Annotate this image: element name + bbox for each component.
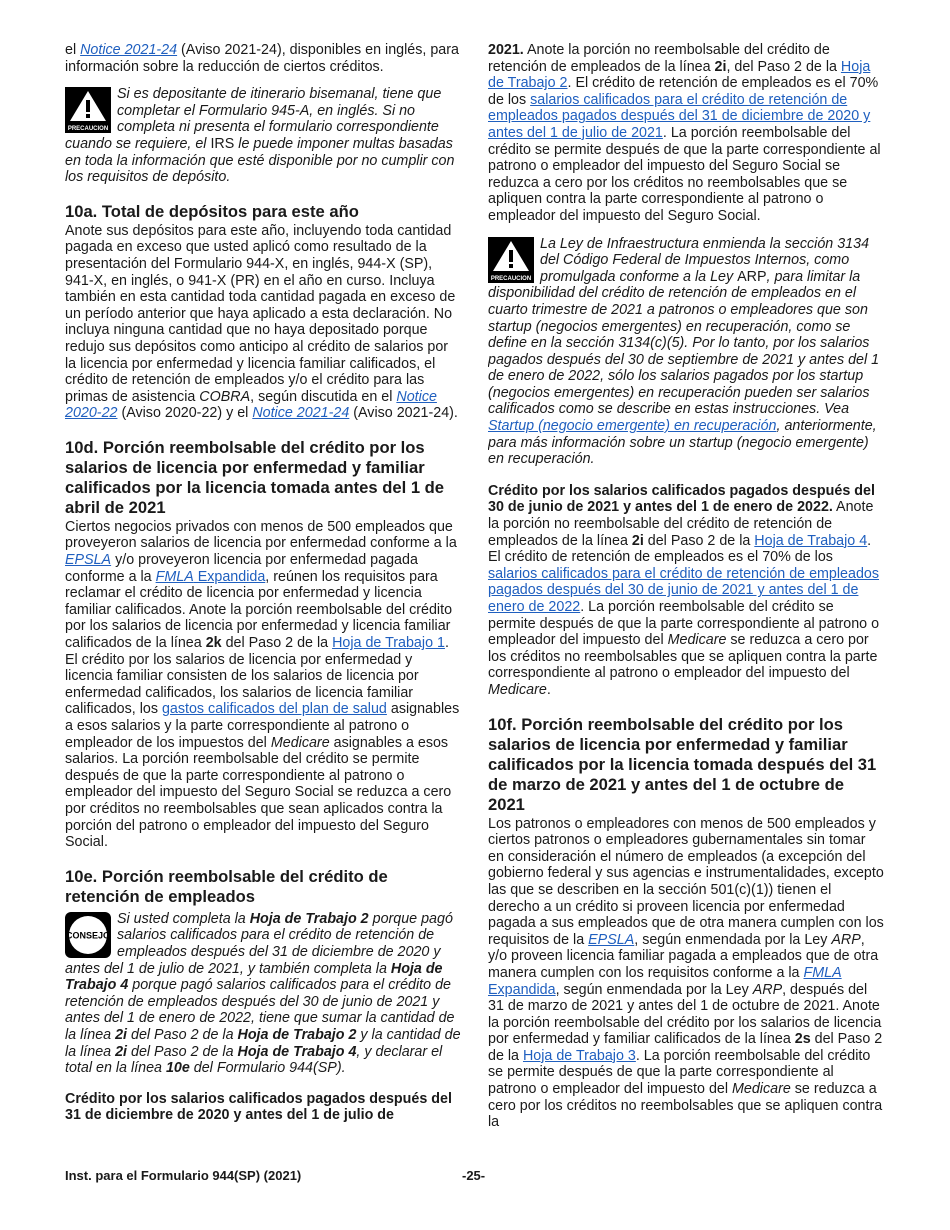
epsla-link[interactable]: EPSLA xyxy=(65,552,112,569)
consejo-note xyxy=(65,911,461,1077)
gastos-plan-salud-link[interactable]: gastos calificados del plan de salud xyxy=(161,701,387,718)
notice-2021-24-link[interactable]: Notice 2021-24 xyxy=(80,42,178,58)
section-10e-heading: 10e. Porción reembolsable del crédito de retención de empleados xyxy=(65,866,388,906)
consejo-icon xyxy=(65,912,111,958)
fmla-expandida-link-2[interactable]: FMLA Expandida xyxy=(488,964,842,998)
section-10d-heading: 10d. Porción reembolsable del crédito por los salarios de licencia por enfermedad y familiar calificados por la licencia tomada antes del 1 de abril de 2021 xyxy=(65,437,445,517)
svg-text:PRECAUCION: PRECAUCION xyxy=(67,126,109,133)
caution-text: Si es depositante de itinerario bisemanal, tiene que completar el Formulario 945-A, en inglés. Si no completa ni presenta el formulario correspondiente cuando se requiere, el IRS le puede imponer multas basadas en toda la información que esté disponible por no cumplir con los requisitos de depósito. xyxy=(65,86,455,186)
right-column xyxy=(488,42,884,1131)
credit-2021-body: Crédito por los salarios calificados pagados después del 30 de junio de 2021 y antes del 1 de enero de 2022. Anote la porción no reembolsable del crédito de retención de empleados de la línea 2i del Paso 2 de la Hoja de Trabajo 4. El crédito de retención de empleados es el 70% de los salarios calificados para el crédito de retención de empleados pagados después del 30 de junio de 2021 y antes del 1 de enero de 2022. La porción reembolsable del crédito se permite después de que la parte correspondiente al patrono o empleador del impuesto del Medicare se reduzca a cero por los créditos no reembolsables que se apliquen contra la parte correspondiente al patrono o empleador del impuesto del Medicare. xyxy=(488,482,880,698)
left-column xyxy=(65,42,461,1124)
hoja-de-trabajo-4-link[interactable]: Hoja de Trabajo 4 xyxy=(754,532,868,549)
svg-text:PRECAUCION: PRECAUCION xyxy=(490,275,532,282)
page-number: -25- xyxy=(462,1168,486,1183)
hoja-de-trabajo-1-link[interactable]: Hoja de Trabajo 1 xyxy=(332,635,445,652)
svg-text:CONSEJO: CONSEJO xyxy=(65,930,111,941)
qualified-wages-2020-link[interactable]: salarios calificados para el crédito de retención de empleados pagados después del 31 de diciembre de 2020 y antes del 1 de julio de 2021 xyxy=(488,91,871,141)
credit-heading-2020: Crédito por los salarios calificados pagados después del 31 de diciembre de 2020 y antes del 1 de julio de xyxy=(65,1090,452,1124)
intro-paragraph: el Notice 2021-24 (Aviso 2021-24), disponibles en inglés, para información sobre la reducción de ciertos créditos. xyxy=(65,42,459,75)
section-10f-heading: 10f. Porción reembolsable del crédito por los salarios de licencia por enfermedad y familiar calificados por la licencia tomada después del 31 de marzo de 2021 y antes del 1 de octubre de 2021 xyxy=(488,714,877,814)
caution-text-2: La Ley de Infraestructura enmienda la sección 3134 del Código Federal de Impuestos Internos, como promulgada conforme a la Ley ARP, para limitar la disponibilidad del crédito de retención de empleados en el cuarto trimestre de 2021 a patronos o empleadores que son startup (negocios emergentes) en recuperación, como se define en la sección 3134(c)(5). Por lo tanto, por los salarios pagados después del 30 de septiembre de 2021 y antes del 1 de enero de 2022, sólo los salarios pagados por los startup (negocios emergentes) en recuperación pueden ser salarios calificados como se describe en estas instrucciones. Vea Startup (negocio emergente) en recuperación, anteriormente, para más información sobre un startup (negocio emergente) en recuperación. xyxy=(488,235,880,468)
caution-note-infrastructure xyxy=(488,236,884,468)
caution-icon xyxy=(488,237,534,283)
caution-icon xyxy=(65,87,111,133)
epsla-link-2[interactable]: EPSLA xyxy=(588,931,635,948)
hoja-de-trabajo-3-link[interactable]: Hoja de Trabajo 3 xyxy=(522,1047,636,1064)
qualified-wages-2021-link[interactable]: salarios calificados para el crédito de retención de empleados pagados después del 30 de junio de 2021 y antes del 1 de enero de 2022 xyxy=(488,565,880,615)
credit-2020-body: 2021. Anote la porción no reembolsable del crédito de retención de empleados de la línea 2i, del Paso 2 de la Hoja de Trabajo 2. El crédito de retención de empleados es el 70% de los salarios calificados para el crédito de retención de empleados pagados después del 31 de diciembre de 2020 y antes del 1 de julio de 2021. La porción reembolsable del crédito se permite después de que la parte correspondiente al patrono o empleador del impuesto del Seguro Social se reduzca a cero por los créditos no reembolsables que se apliquen contra la parte correspondiente al patrono o empleador del impuesto del Seguro Social. xyxy=(488,42,881,224)
notice-2020-22-link[interactable]: Notice 2020-22 xyxy=(65,388,437,422)
footer-form-title: Inst. para el Formulario 944(SP) (2021) xyxy=(65,1168,302,1183)
startup-recovery-link[interactable]: Startup (negocio emergente) en recuperación xyxy=(488,418,777,435)
section-10d-body: Ciertos negocios privados con menos de 500 empleados que proveyeron salarios de licencia por enfermedad conforme a la EPSLA y/o proveyeron licencia por enfermedad pagada conforme a la FMLA Expandida, reúnen los requisitos para reclamar el crédito de licencia por enfermedad y licencia familiar calificados. Anote la porción reembolsable del crédito por los salarios de licencia por enfermedad y licencia familiar calificados de la línea 2k del Paso 2 de la Hoja de Trabajo 1. El crédito por los salarios de licencia por enfermedad y licencia familiar consisten de los salarios de licencia por enfermedad calificados, los salarios de licencia familiar calificados, los gastos calificados del plan de salud asignables a esos salarios y la parte correspondiente al patrono o empleador de los impuestos del Medicare asignables a esos salarios. La porción reembolsable del crédito se permite después de que la parte correspondiente al patrono o empleador del impuesto del Seguro Social se reduzca a cero por créditos no reembolsables que sean aplicados contra la porción del patrono o empleador del impuesto del Seguro Social. xyxy=(65,518,460,851)
notice-2021-24-link-2[interactable]: Notice 2021-24 xyxy=(252,405,350,422)
fmla-expandida-link[interactable]: FMLA Expandida xyxy=(155,568,266,585)
section-10f-body: Los patronos o empleadores con menos de 500 empleados y ciertos patronos o empleadores gubernamentales sin tomar en consideración el número de empleados (a excepción del gobierno federal y sus agencias e instrumentalidades, excepto las que se describen en la sección 501(c)(1)) tienen el derecho a un crédito si proveen licencia por enfermedad pagada a sus empleados que de otra manera cumplen con los requisitos de la EPSLA, según enmendada por la Ley ARP, y/o proveen licencia familiar pagada a empleados que de otra manera cumplen con los requisitos conforme a la FMLA Expandida, según enmendada por la Ley ARP, después del 31 de marzo de 2021 y antes del 1 de octubre de 2021. Anote la porción reembolsable del crédito por los salarios de licencia por enfermedad y familiar calificados de la línea 2s del Paso 2 de la Hoja de Trabajo 3. La porción reembolsable del crédito se permite después de que la parte correspondiente al patrono o empleador del impuesto del Medicare se reduzca a cero por los créditos no reembolsables que se apliquen contra la xyxy=(488,815,884,1131)
section-10a-body: Anote sus depósitos para este año, incluyendo toda cantidad pagada en exceso que usted aplicó como resultado de la presentación del Formulario 944-X, en inglés, 944-X (SP), 941-X, en inglés, o 941-X (PR) en el año en curso. Incluya también en esta cantidad toda cantidad pagada en exceso de un período anterior que haya aplicado a esta declaración. No incluya ninguna cantidad que no haya depositado porque redujo sus depósitos como anticipo al crédito de salarios por la licencia por enfermedad y licencia familiar calificados, el crédito de retención de empleados y/o el crédito para las primas de asistencia COBRA, según discutida en el Notice 2020-22 (Aviso 2020-22) y el Notice 2021-24 (Aviso 2021-24). xyxy=(65,222,458,422)
consejo-text: Si usted completa la Hoja de Trabajo 2 porque pagó salarios calificados para el crédito de retención de empleados después del 31 de diciembre de 2020 y antes del 1 de julio de 2021, y también completa la Hoja de Trabajo 4 porque pagó salarios calificados para el crédito de retención de empleados después del 30 de junio de 2021 y antes del 1 de enero de 2022, tiene que sumar la cantidad de la línea 2i del Paso 2 de la Hoja de Trabajo 2 y la cantidad de la línea 2i del Paso 2 de la Hoja de Trabajo 4, y declarar el total en la línea 10e del Formulario 944(SP). xyxy=(65,910,461,1077)
hoja-de-trabajo-2-link[interactable]: Hoja de Trabajo 2 xyxy=(488,58,871,92)
section-10a-heading: 10a. Total de depósitos para este año xyxy=(65,201,359,221)
caution-note-deposits xyxy=(65,86,461,186)
